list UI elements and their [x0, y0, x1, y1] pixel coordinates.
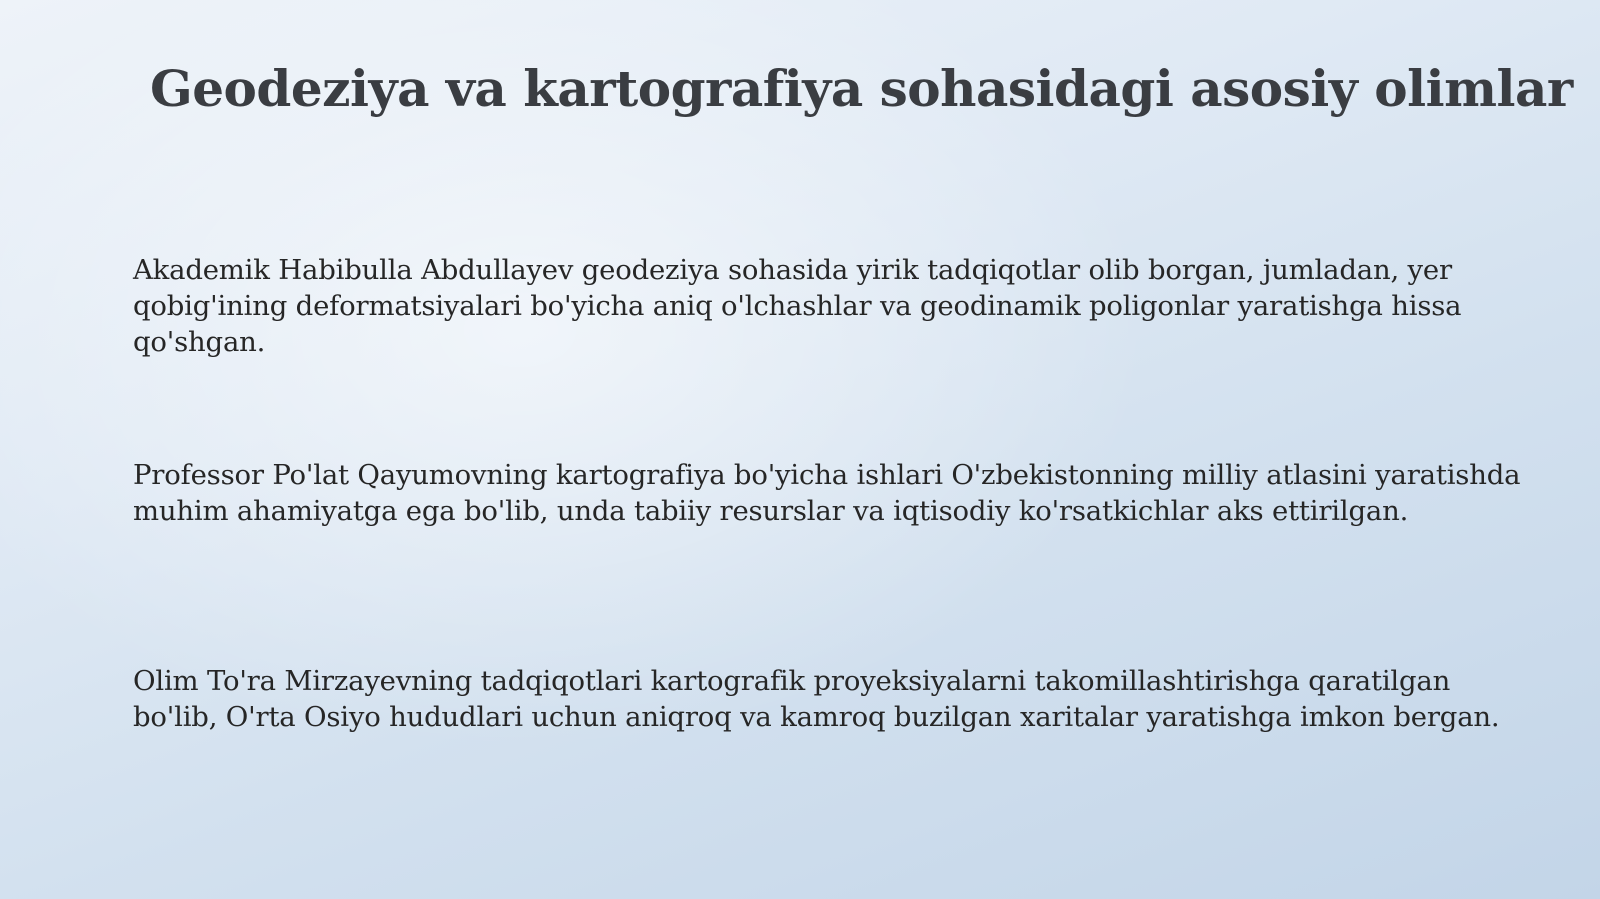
paragraph-qayumov: Professor Po'lat Qayumovning kartografiya bo'yicha ishlari O'zbekistonning milliy atlasini yaratishda muhim ahamiyatga ega bo'lib, unda tabiiy resurslar va iqtisodiy ko'rsatkichlar aks ettirilgan.	[133, 459, 1521, 527]
slide-title: Geodeziya va kartografiya sohasidagi asosiy olimlar	[150, 59, 1573, 118]
paragraph-abdullayev: Akademik Habibulla Abdullayev geodeziya sohasida yirik tadqiqotlar olib borgan, jumladan, yer qobig'ining deformatsiyalari bo'yicha aniq o'lchashlar va geodinamik poligonlar yaratishga hissa qo'shgan.	[133, 254, 1462, 358]
paragraph-mirzayev: Olim To'ra Mirzayevning tadqiqotlari kartografik proyeksiyalarni takomillashtirishga qaratilgan bo'lib, O'rta Osiyo hududlari uchun aniqroq va kamroq buzilgan xaritalar yaratishga imkon bergan.	[133, 665, 1500, 733]
